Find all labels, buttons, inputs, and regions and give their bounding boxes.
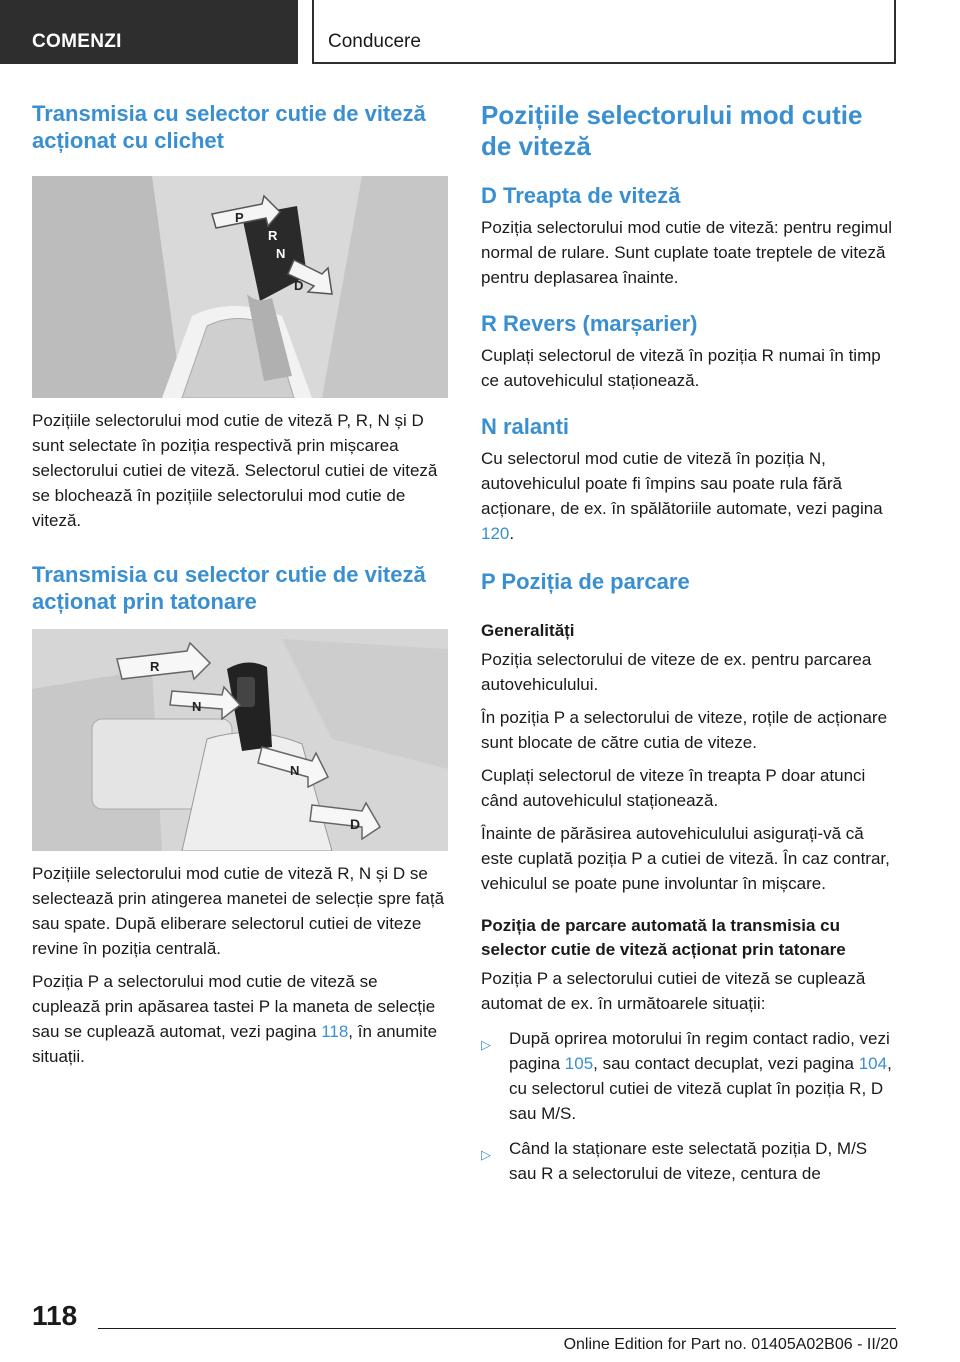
tip-selector-illustration [32,629,448,851]
bullet2-text: Când la staționare este selectată poziția D, M/S sau R a selectorului de viteze, centura de [509,1139,868,1183]
auto-park-text: Poziția P a selectorului cutiei de viteză se cuplează automat de ex. în următoarele situații: [481,969,866,1013]
heading-selector-positions: Pozițiile selectorului mod cutie de viteză [481,100,863,161]
edition-text: Online Edition for Part no. 01405A02B06 - II/20 [563,1336,898,1353]
n-neutral-text [481,446,899,546]
general-text-2: În poziția P a selectorului de viteze, roțile de acționare sunt blocate de către cutia de viteze. [481,708,888,752]
gear-label-p: P [235,210,244,225]
tip-selector-text: Pozițiile selectorului mod cutie de viteză R, N și D se selectează prin atingerea manetei de selecție spre față sau spate. După eliberare selectorul cutiei de viteze revine în poziția centrală. [32,864,445,958]
bullet1-text-a: După oprirea motorului în regim contact radio, vezi pagina [509,1029,890,1073]
triangle-bullet-icon: ▷ [481,1037,491,1052]
gear-label-d: D [294,278,304,293]
n-neutral-text-a: Cu selectorul mod cutie de viteză în poziția N, autovehiculul poate fi împins sau poate rula fără acționare, de ex. în spălătoriile automate, vezi pagina [481,449,883,518]
tip-label-n-upper: N [192,699,202,714]
heading-p-park: P Poziția de parcare [481,569,690,594]
heading-ratchet-selector: Transmisia cu selector cutie de viteză acționat cu clichet [32,101,426,153]
page-link-104[interactable]: 104 [858,1054,888,1073]
park-key-text-a: Poziția P a selectorului mod cutie de viteză se cuplează prin apăsarea tastei P la maneta de selecție sau se cuplează automat, vezi pagina [32,972,436,1041]
right-column [481,100,899,1186]
section-tab: COMENZI [0,0,298,64]
general-text-1: Poziția selectorului de viteze de ex. pentru parcarea autovehiculului. [481,650,872,694]
gear-label-r: R [268,228,278,243]
page-header [0,0,960,66]
list-item [481,1136,899,1186]
heading-auto-park: Poziția de parcare automată la transmisia cu selector cutie de viteză acționat prin tatonare [481,916,846,959]
page-footer [0,1290,960,1362]
heading-n-neutral: N ralanti [481,414,570,439]
bullet1-text-b: , sau contact decuplat, vezi pagina [593,1054,859,1073]
general-text-4: Înainte de părăsirea autovehiculului asigurați-vă că este cuplată poziția P a cutiei de viteză. În caz contrar, vehiculul se poate pune involuntar în mișcare. [481,824,890,893]
auto-park-list [481,1026,899,1186]
gear-label-n: N [276,246,286,261]
d-gear-text: Poziția selectorului mod cutie de viteză: pentru regimul normal de rulare. Sunt cuplate toate treptele de viteză pentru deplasarea înainte. [481,218,893,287]
footer-divider [98,1328,896,1329]
ratchet-selector-illustration [32,176,448,398]
ratchet-selector-text: Pozițiile selectorului mod cutie de viteză P, R, N și D sunt selectate în poziția respectivă prin mișcarea selectorului cutiei de viteză. Selectorul cutiei de viteză se blochează în pozițiile selectorului mod cutie de viteză. [32,411,438,530]
page-link-118[interactable]: 118 [321,1022,349,1041]
page-link-105[interactable]: 105 [564,1054,594,1073]
tip-label-n-lower: N [290,763,300,778]
tip-label-r: R [150,659,160,674]
chapter-tab: Conducere [312,0,896,64]
page-link-120[interactable]: 120 [481,524,510,543]
tip-label-d: D [350,816,361,832]
general-text-3: Cuplați selectorul de viteze în treapta P doar atunci când autovehiculul staționează. [481,766,866,810]
heading-r-reverse: R Revers (marșarier) [481,311,698,336]
left-column [32,100,448,1069]
park-key-text-b: , în anumite situații. [32,1022,438,1066]
triangle-bullet-icon: ▷ [481,1147,491,1162]
bullet1-text-c: , cu selectorul cutiei de viteză cuplat în poziția R, D sau M/S. [509,1054,892,1123]
page-number: 118 [32,1300,78,1331]
r-reverse-text: Cuplați selectorul de viteză în poziția R numai în timp ce autovehiculul staționează. [481,346,881,390]
park-key-text [32,969,448,1069]
list-item [481,1026,899,1126]
heading-general: Generalități [481,621,575,640]
ratchet-selector-photo [32,176,448,398]
heading-d-gear: D Treapta de viteză [481,183,681,208]
n-neutral-text-b: . [509,524,515,543]
heading-tip-selector: Transmisia cu selector cutie de viteză acționat prin tatonare [32,562,426,614]
tip-selector-photo [32,629,448,851]
